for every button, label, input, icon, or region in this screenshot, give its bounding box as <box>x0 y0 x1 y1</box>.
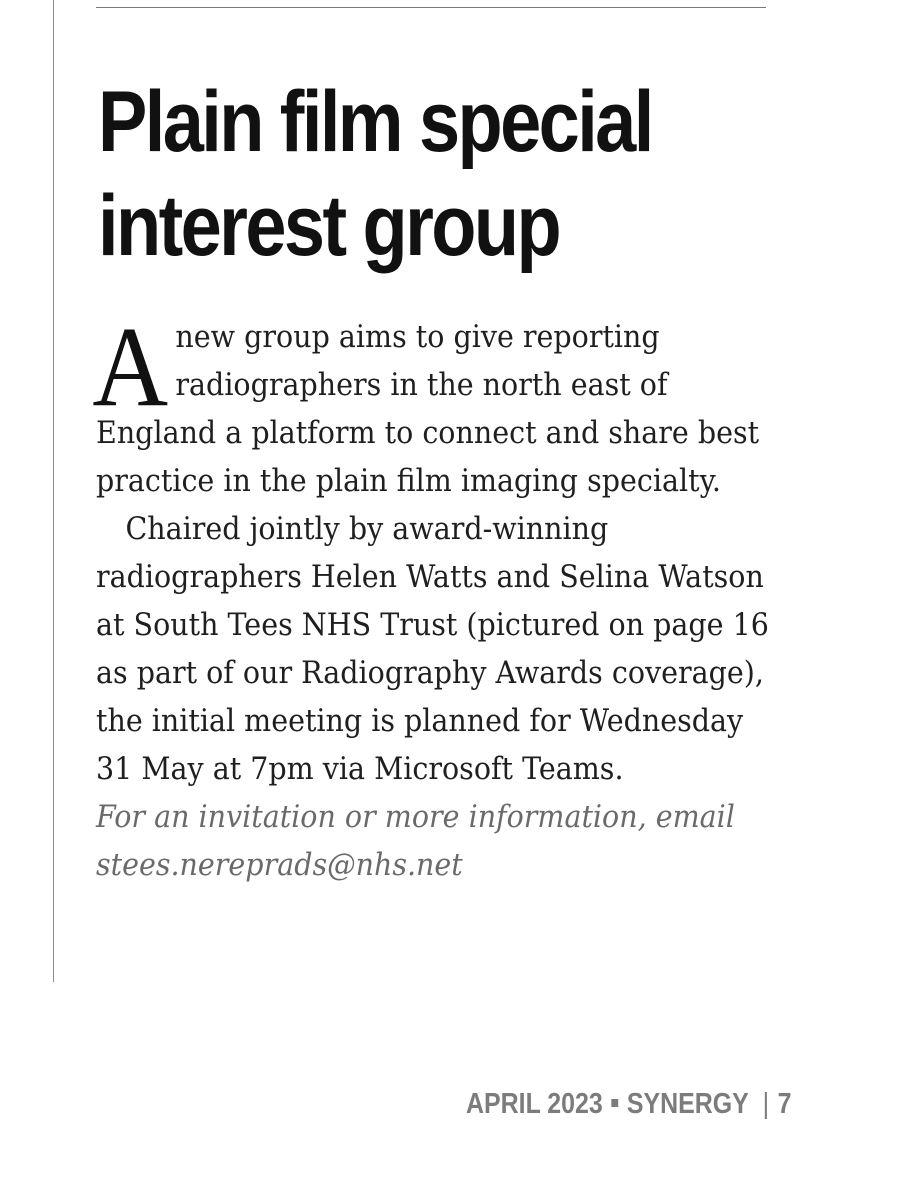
magazine-name: SYNERGY <box>626 1088 749 1120</box>
article-paragraph-2: Chaired jointly by award-winning radiographers Helen Watts and Selina Watson at South Tees NHS Trust (pictured on page 16 as part of our Radiography Awards coverage), the initial meeting is planned for Wednesday 31 May at 7pm via Microsoft Teams. <box>96 511 769 787</box>
page-footer <box>466 1088 792 1121</box>
drop-cap: A <box>92 303 169 430</box>
page-number: 7 <box>777 1088 792 1120</box>
separator-bar: | <box>762 1088 770 1120</box>
top-divider <box>96 7 766 8</box>
article-body <box>92 303 786 889</box>
column-divider <box>53 0 54 982</box>
article-headline: Plain film special interest group <box>98 74 652 274</box>
article-paragraph-1 <box>92 303 786 505</box>
paragraph-1-text: new group aims to give reporting radiographers in the north east of England a platform to connect and share best practice in the plain film imaging specialty. <box>96 319 760 499</box>
contact-info: For an invitation or more information, email stees.nereprads@nhs.net <box>96 799 735 883</box>
separator-square-icon <box>611 1099 618 1107</box>
issue-date: APRIL 2023 <box>466 1088 603 1120</box>
